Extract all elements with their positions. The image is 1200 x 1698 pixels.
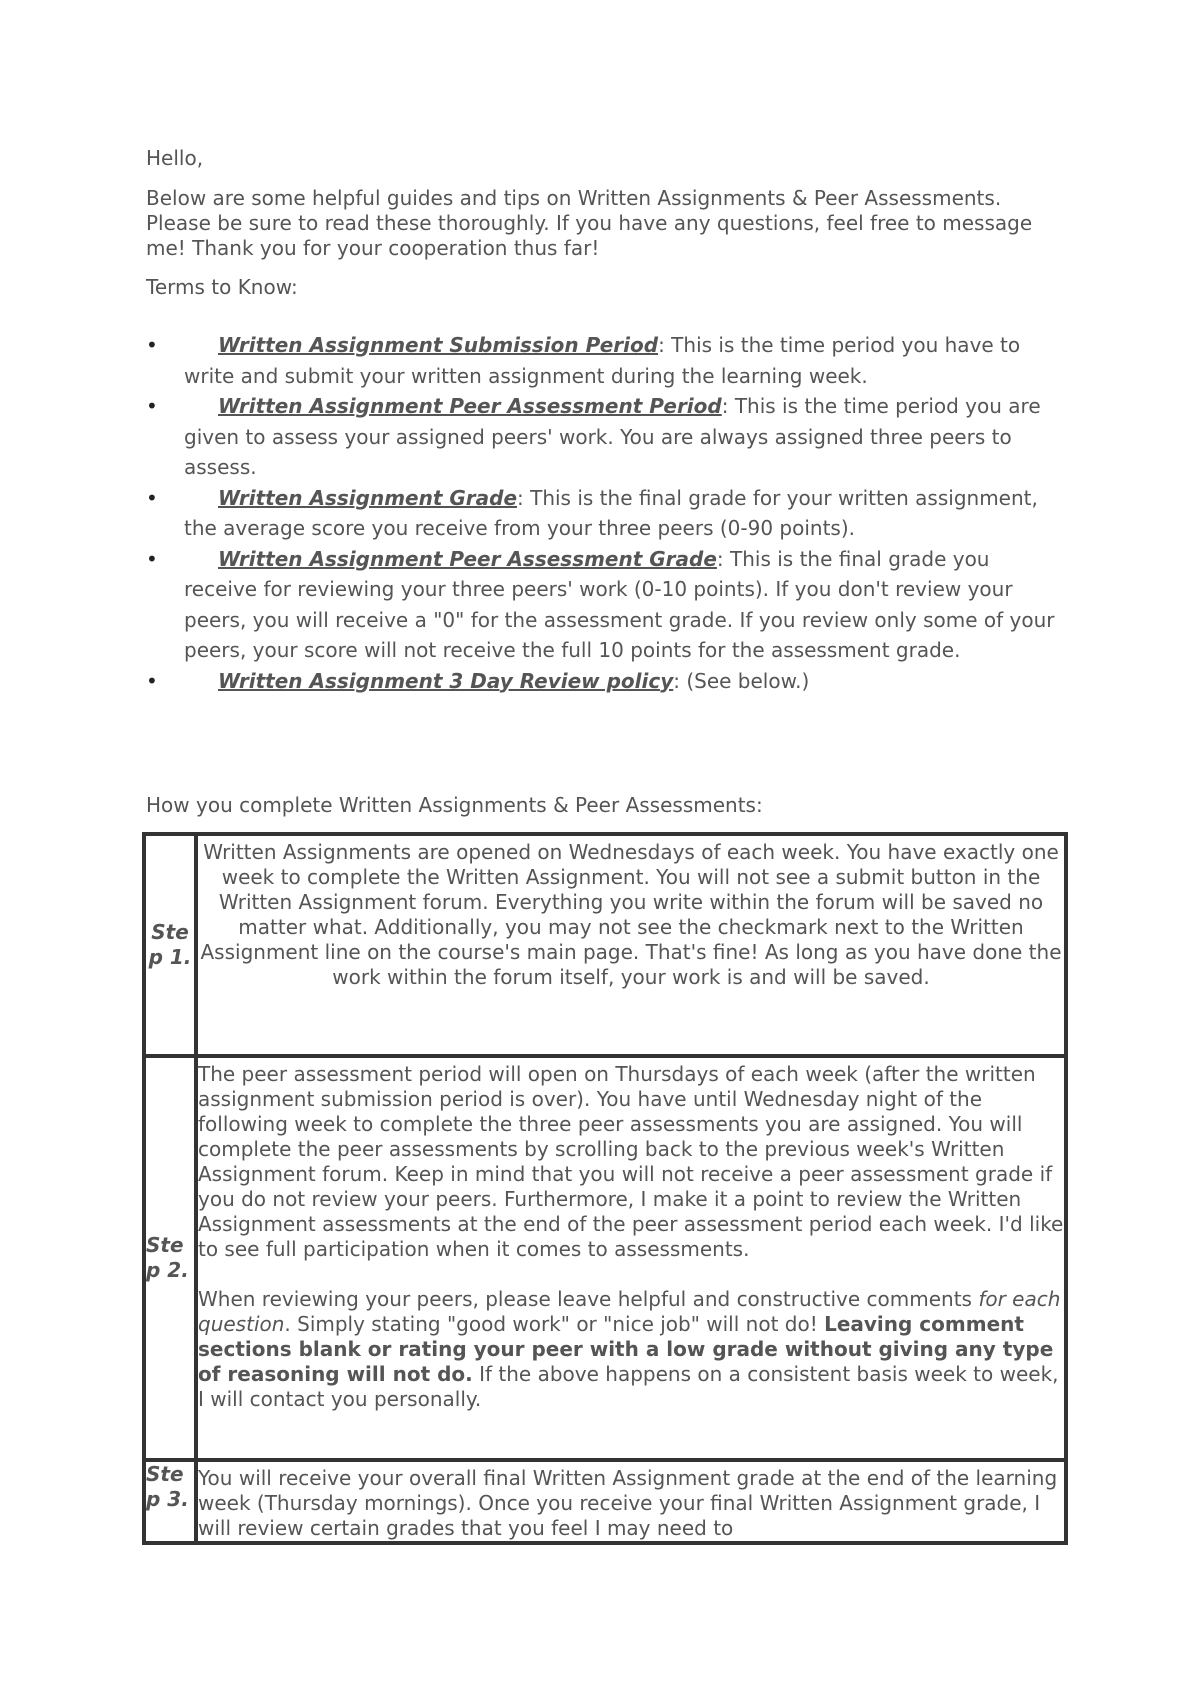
bullet-icon: • (146, 546, 158, 571)
term-description: : This is the final grade for your written assignment, the average score you receive from your three peers (0-90 points). (184, 485, 1038, 540)
step-label: Step 1. (144, 834, 196, 1056)
step-label: Step 2. (144, 1056, 196, 1460)
bullet-icon: • (146, 485, 158, 510)
step-text: Written Assignments are opened on Wednesdays of each week. You have exactly one week to complete the Written Assignment. You will not see a submit button in the Written Assignment forum. Everything you write within the forum will be saved no matter what. Additionally, you may not see the checkmark next to the Written Assignment line on the course's main page. That's fine! As long as you have done the work within the forum itself, your work is and will be saved. (200, 840, 1062, 989)
bullet-icon: • (146, 394, 158, 418)
step-text-review-guidance (198, 1287, 1064, 1412)
term-description: : (See below.) (673, 668, 810, 693)
step-content (196, 834, 1066, 1056)
term-description: : This is the final grade you receive for reviewing your three peers' work (0-10 points). If you don't review your peers, you will receive a "0" for the assessment grade. If you review only some of your peers, your score will not receive the full 10 points for the assessment grade. (184, 546, 1055, 662)
step-content (196, 1056, 1066, 1460)
text-run: If the above happens on a consistent basis week to week, I will contact you personally. (198, 1362, 1059, 1411)
strong-warning: Leaving comment sections blank or rating your peer with a low grade without giving any type of reasoning will not do. (198, 1312, 1054, 1386)
list-item (146, 483, 1066, 544)
text-run: When reviewing your peers, please leave helpful and constructive comments (198, 1287, 979, 1311)
bullet-icon: • (146, 668, 158, 693)
text-run: . Simply stating "good work" or "nice job" will not do! (284, 1312, 825, 1336)
table-row (144, 1056, 1066, 1460)
table-row (144, 834, 1066, 1056)
terms-heading: Terms to Know: (146, 275, 298, 299)
emphasis-text: for each question (198, 1287, 1061, 1336)
term-description: : This is the time period you have to write and submit your written assignment during the learning week. (184, 333, 1021, 388)
term-name: Written Assignment 3 Day Review policy (218, 668, 674, 693)
list-item (146, 391, 1066, 483)
greeting: Hello, (146, 146, 204, 170)
term-name: Written Assignment Submission Period (218, 333, 659, 357)
term-name: Written Assignment Peer Assessment Period (218, 394, 722, 418)
step-text: The peer assessment period will open on Thursdays of each week (after the written assignment submission period is over). You have until Wednesday night of the following week to complete the three peer assessments you are assigned. You will complete the peer assessments by scrolling back to the previous week's Written Assignment forum. Keep in mind that you will not receive a peer assessment grade if you do not review your peers. Furthermore, I make it a point to review the Written Assignment assessments at the end of the peer assessment period each week. I'd like to see full participation when it comes to assessments. (198, 1062, 1064, 1261)
list-item (146, 544, 1066, 666)
steps-table (142, 832, 1068, 1545)
list-item (146, 666, 1066, 697)
terms-list (146, 330, 1066, 696)
bullet-icon: • (146, 333, 158, 357)
term-name: Written Assignment Grade (218, 485, 518, 510)
step-content (196, 1460, 1066, 1543)
list-item (146, 330, 1066, 391)
step-text: You will receive your overall final Written Assignment grade at the end of the learning week (Thursday mornings). Once you receive your final Written Assignment grade, I will review certain grades that you feel I may need to (198, 1466, 1058, 1540)
intro-paragraph: Below are some helpful guides and tips on Written Assignments & Peer Assessments. Please be sure to read these thoroughly. If you have any questions, feel free to message me! Thank you for your cooperation thus far! (146, 186, 1033, 260)
term-name: Written Assignment Peer Assessment Grade (218, 546, 717, 571)
table-row (144, 1460, 1066, 1543)
step-label: Step 3. (144, 1460, 196, 1543)
howto-heading: How you complete Written Assignments & Peer Assessments: (146, 793, 763, 817)
term-description: : This is the time period you are given to assess your assigned peers' work. You are always assigned three peers to assess. (184, 394, 1041, 479)
